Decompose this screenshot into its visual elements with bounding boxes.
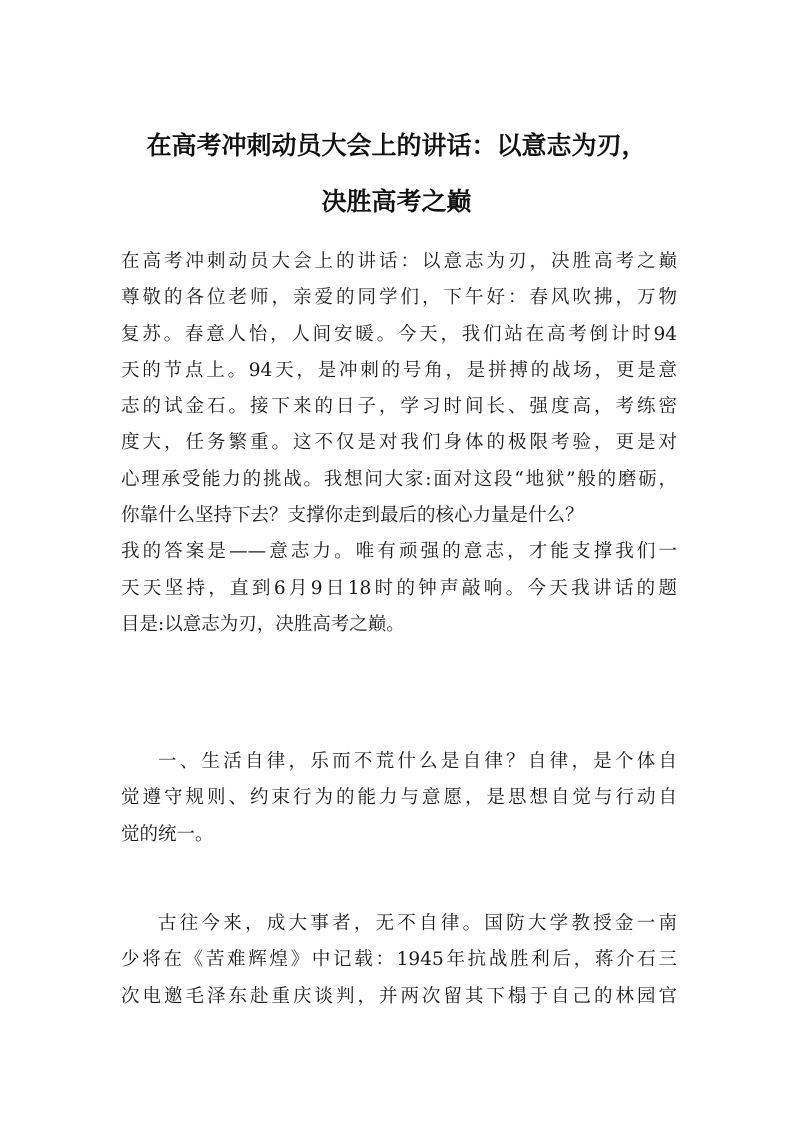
text-line: 觉遵守规则、约束行为的能力与意愿，是思想自觉与行动自 (121, 787, 677, 809)
text-line: 度大，任务繁重。这不仅是对我们身体的极限考验，更是对 (121, 432, 677, 454)
text-line: 复苏。春意人怡，人间安暖。今天，我们站在高考倒计时94 (121, 323, 677, 345)
title-line-1: 在高考冲刺动员大会上的讲话：以意志为刃， (146, 131, 647, 160)
document-title (110, 118, 683, 230)
text-line: 一、生活自律，乐而不荒什么是自律？自律，是个体自 (158, 751, 677, 772)
paragraph-section-one (121, 744, 677, 853)
text-line: 目是:以意志为刃，决胜高考之巅。 (121, 613, 405, 635)
text-line: 尊敬的各位老师，亲爱的同学们，下午好：春风吹拂，万物 (121, 287, 677, 309)
text-line: 志的试金石。接下来的日子，学习时间长、强度高，考练密 (121, 396, 677, 418)
text-line: 天的节点上。94天，是冲刺的号角，是拼搏的战场，更是意 (121, 359, 677, 381)
text-line: 心理承受能力的挑战。我想问大家:面对这段“地狱”般的磨砺， (121, 468, 677, 490)
text-line: 古往今来，成大事者，无不自律。国防大学教授金一南 (158, 913, 677, 934)
text-line: 次电邀毛泽东赴重庆谈判，并两次留其下榻于自己的林园官 (121, 985, 677, 1007)
text-line: 在高考冲刺动员大会上的讲话：以意志为刃，决胜高考之巅 (121, 251, 677, 272)
title-line-2: 决胜高考之巅 (321, 187, 472, 216)
paragraph-history (121, 906, 677, 1015)
text-line: 你靠什么坚持下去？支撑你走到最后的核心力量是什么？ (121, 505, 584, 527)
text-line: 天天坚持，直到6月9日18时的钟声敲响。今天我讲话的题 (121, 577, 677, 599)
text-line: 我的答案是——意志力。唯有顽强的意志，才能支撑我们一 (121, 541, 677, 563)
text-line: 少将在《苦难辉煌》中记载：1945年抗战胜利后，蒋介石三 (121, 949, 677, 971)
text-line: 觉的统一。 (121, 823, 214, 845)
paragraph-intro (121, 244, 677, 643)
